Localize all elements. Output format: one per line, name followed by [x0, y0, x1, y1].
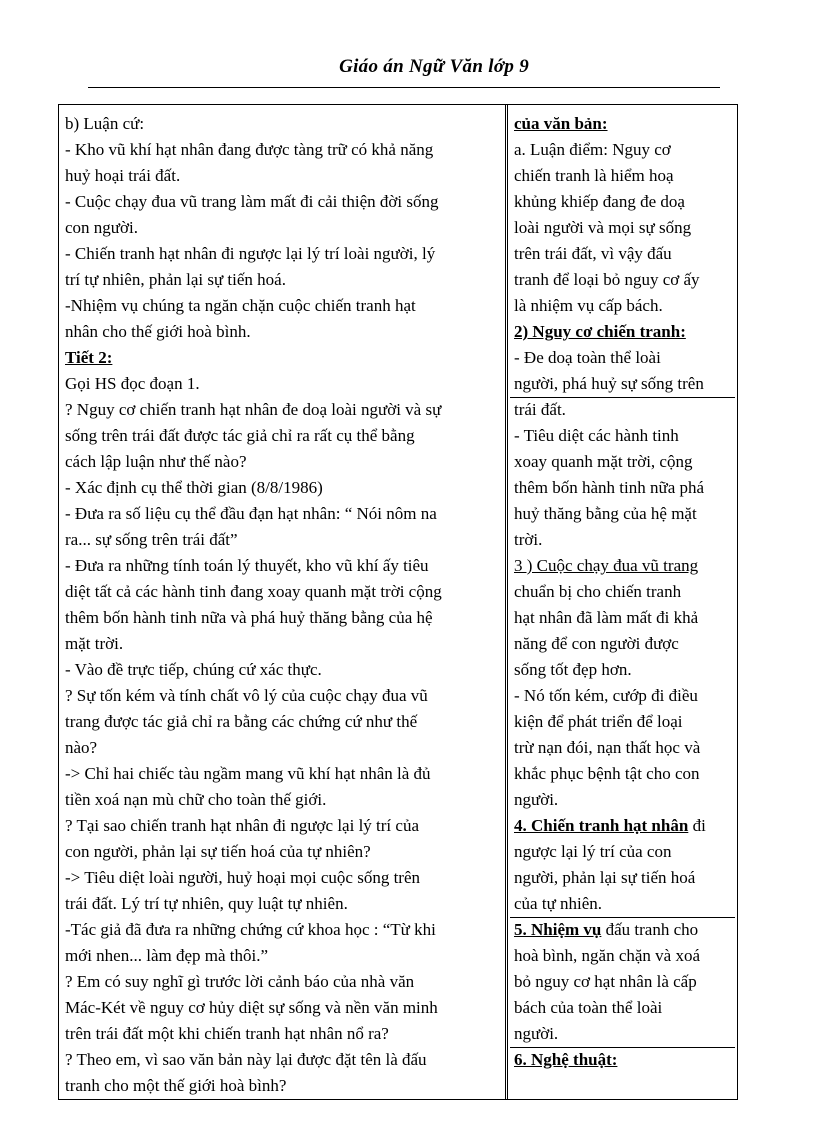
left-line: - Chiến tranh hạt nhân đi ngược lại lý trí loài người, lý [65, 244, 436, 263]
left-line: -> Tiêu diệt loài người, huỷ hoại mọi cuộc sống trên [65, 868, 421, 887]
right-line: - Nó tốn kém, cướp đi điều [514, 686, 698, 705]
right-line [514, 917, 734, 943]
left-line: Gọi HS đọc đoạn 1. [65, 374, 200, 393]
left-line: ra... sự sống trên trái đất” [65, 530, 238, 549]
left-line: ? Sự tốn kém và tính chất vô lý của cuộc chạy đua vũ [65, 686, 428, 705]
right-line: loài người và mọi sự sống [514, 218, 692, 237]
right-line: - Tiêu diệt các hành tinh [514, 426, 679, 445]
left-line: - Kho vũ khí hạt nhân đang được tàng trữ có khả năng [65, 140, 434, 159]
right-heading: 5. Nhiệm vụ [514, 920, 602, 939]
left-line: trí tự nhiên, phản lại sự tiến hoá. [65, 270, 286, 289]
left-line: huỷ hoại trái đất. [65, 166, 181, 185]
right-line: xoay quanh mặt trời, cộng [514, 452, 693, 471]
right-line: năng để con người được [514, 634, 679, 653]
right-line: khắc phục bệnh tật cho con [514, 764, 700, 783]
right-line: hoà bình, ngăn chặn và xoá [514, 946, 700, 965]
right-line: huỷ thăng bằng của hệ mặt [514, 504, 697, 523]
left-line: thêm bốn hành tinh nữa và phá huỷ thăng bằng của hệ [65, 608, 433, 627]
right-line: chiến tranh là hiểm hoạ [514, 166, 674, 185]
left-line: trên trái đất một khi chiến tranh hạt nhân nổ ra? [65, 1024, 389, 1043]
right-heading: 2) Nguy cơ chiến tranh: [514, 322, 686, 341]
left-line: trang được tác giả chỉ ra bằng các chứng cứ như thế [65, 712, 418, 731]
right-heading: của văn bản: [514, 114, 608, 133]
left-column-text [65, 111, 501, 1099]
left-line: ? Theo em, vì sao văn bản này lại được đặt tên là đấu [65, 1050, 427, 1069]
column-divider [505, 105, 508, 1099]
left-column [59, 105, 505, 1099]
left-line: tiền xoá nạn mù chữ cho toàn thế giới. [65, 790, 327, 809]
right-line: trời. [514, 530, 543, 549]
right-heading: 6. Nghệ thuật: [514, 1050, 618, 1069]
left-line: -Tác giả đã đưa ra những chứng cứ khoa học : “Từ khi [65, 920, 436, 939]
left-line: Mác-Két về nguy cơ hủy diệt sự sống và nền văn minh [65, 998, 438, 1017]
left-line: nhân cho thế giới hoà bình. [65, 322, 251, 341]
right-line: trái đất. [514, 400, 566, 419]
right-line: kiện để phát triển để loại [514, 712, 683, 731]
right-line-tail: đấu tranh cho [601, 920, 699, 939]
right-line: thêm bốn hành tinh nữa phá [514, 478, 705, 497]
left-line: - Xác định cụ thể thời gian (8/8/1986) [65, 478, 323, 497]
right-column [510, 105, 735, 1099]
left-line: con người. [65, 218, 138, 237]
right-column-text [514, 111, 734, 1073]
right-line: tranh để loại bỏ nguy cơ ấy [514, 270, 700, 289]
right-heading: 4. Chiến tranh hạt nhân [514, 816, 689, 835]
left-line: con người, phản lại sự tiến hoá của tự nhiên? [65, 842, 371, 861]
lesson-heading: Tiết 2: [65, 348, 113, 367]
left-line: ? Tại sao chiến tranh hạt nhân đi ngược lại lý trí của [65, 816, 419, 835]
right-line [514, 813, 734, 839]
left-line: trái đất. Lý trí tự nhiên, quy luật tự nhiên. [65, 894, 348, 913]
right-line: người. [514, 1024, 559, 1043]
right-line: hạt nhân đã làm mất đi khả [514, 608, 699, 627]
left-line: - Cuộc chạy đua vũ trang làm mất đi cải thiện đời sống [65, 192, 439, 211]
right-line: người. [514, 790, 559, 809]
right-line: người, phá huỷ sự sống trên [514, 374, 704, 393]
right-line: a. Luận điểm: Nguy cơ [514, 140, 671, 159]
right-line: chuẩn bị cho chiến tranh [514, 582, 682, 601]
left-line: - Vào đề trực tiếp, chúng cứ xác thực. [65, 660, 322, 679]
left-line: cách lập luận như thế nào? [65, 452, 247, 471]
right-line: trên trái đất, vì vậy đấu [514, 244, 672, 263]
right-line: sống tốt đẹp hơn. [514, 660, 632, 679]
page-header [0, 52, 816, 82]
left-line: b) Luận cứ: [65, 114, 145, 133]
right-line: của tự nhiên. [514, 894, 603, 913]
right-line: ngược lại lý trí của con [514, 842, 672, 861]
left-line: nào? [65, 738, 98, 757]
right-line: khủng khiếp đang đe doạ [514, 192, 685, 211]
right-line-tail: đi [688, 816, 706, 835]
right-line: trừ nạn đói, nạn thất học và [514, 738, 701, 757]
left-line: ? Em có suy nghĩ gì trước lời cảnh báo của nhà văn [65, 972, 415, 991]
right-line: bách của toàn thể loài [514, 998, 663, 1017]
right-heading: 3 ) Cuộc chạy đua vũ trang [514, 556, 699, 575]
left-line: ? Nguy cơ chiến tranh hạt nhân đe doạ loài người và sự [65, 400, 442, 419]
lesson-table [58, 104, 738, 1100]
left-line: - Đưa ra những tính toán lý thuyết, kho vũ khí ấy tiêu [65, 556, 429, 575]
left-line: - Đưa ra số liệu cụ thể đầu đạn hạt nhân: “ Nói nôm na [65, 504, 437, 523]
header-title: Giáo án Ngữ Văn lớp 9 [339, 56, 529, 77]
right-line: người, phản lại sự tiến hoá [514, 868, 696, 887]
left-line: diệt tất cả các hành tinh đang xoay quanh mặt trời cộng [65, 582, 442, 601]
left-line: -Nhiệm vụ chúng ta ngăn chặn cuộc chiến tranh hạt [65, 296, 416, 315]
left-line: sống trên trái đất được tác giả chỉ ra rất cụ thể bằng [65, 426, 415, 445]
left-line: -> Chỉ hai chiếc tàu ngầm mang vũ khí hạt nhân là đủ [65, 764, 431, 783]
right-line: bỏ nguy cơ hạt nhân là cấp [514, 972, 697, 991]
left-line: tranh cho một thế giới hoà bình? [65, 1076, 287, 1095]
right-line: - Đe doạ toàn thể loài [514, 348, 661, 367]
left-line: mới nhen... làm đẹp mà thôi.” [65, 946, 269, 965]
right-line: là nhiệm vụ cấp bách. [514, 296, 663, 315]
header-rule [88, 87, 720, 88]
left-line: mặt trời. [65, 634, 124, 653]
